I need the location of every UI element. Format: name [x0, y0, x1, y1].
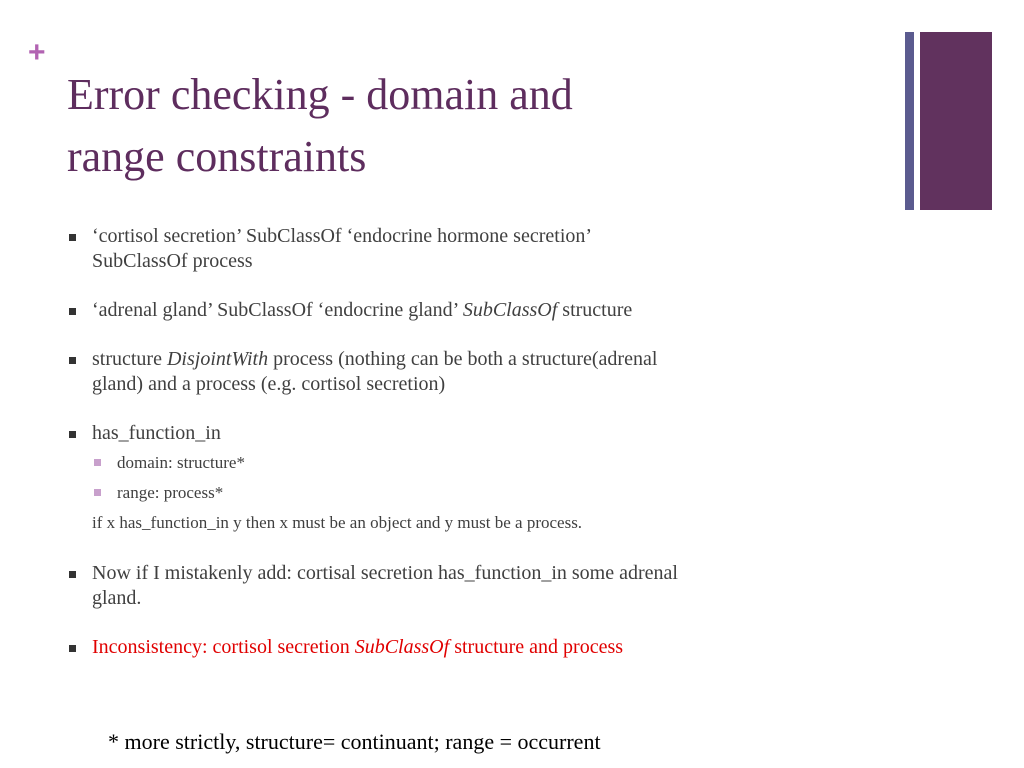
slide-title	[67, 64, 847, 188]
bullet-text-tail: structure and process	[449, 636, 624, 658]
bullet-text: ‘adrenal gland’ SubClassOf ‘endocrine gland’	[92, 299, 463, 321]
bullet-text-tail: structure	[557, 299, 633, 321]
bullet-adrenal-gland	[67, 298, 897, 323]
bullet-has-function-in	[67, 421, 897, 446]
plus-icon: +	[28, 36, 46, 69]
sub-bullet-icon	[94, 489, 101, 496]
bullet-cortisol-secretion	[67, 224, 897, 274]
bullet-italic-term: SubClassOf	[354, 636, 450, 658]
sub-bullet-text: domain: structure*	[117, 453, 245, 472]
bullet-mistaken-add	[67, 561, 897, 611]
bullet-text-continued: gland.	[92, 587, 142, 609]
footnote: * more strictly, structure= continuant; range = occurrent	[108, 729, 601, 754]
square-bullet-icon	[69, 234, 76, 241]
bullet-italic-term: DisjointWith	[166, 348, 269, 370]
bullet-disjoint-with	[67, 347, 897, 397]
square-bullet-icon	[69, 571, 76, 578]
bullet-list	[67, 224, 897, 684]
bullet-text: Now if I mistakenly add: cortisal secretion has_function_in some adrenal	[92, 562, 678, 584]
bullet-text-tail: process (nothing can be both a structure(adrenal	[268, 348, 658, 370]
decorative-bar-wide	[920, 32, 992, 210]
title-line-1: Error checking - domain and	[67, 70, 573, 119]
has-function-in-note: if x has_function_in y then x must be an object and y must be a process.	[92, 513, 583, 532]
bullet-italic-term: SubClassOf	[462, 299, 558, 321]
sub-bullet-icon	[94, 459, 101, 466]
bullet-text-continued: gland) and a process (e.g. cortisol secretion)	[92, 373, 446, 395]
bullet-text: has_function_in	[92, 422, 221, 444]
bullet-text-continued: SubClassOf process	[92, 250, 253, 272]
bullet-text: Inconsistency: cortisol secretion	[92, 636, 355, 658]
square-bullet-icon	[69, 308, 76, 315]
decorative-bar-thin	[905, 32, 914, 210]
bullet-text: structure	[92, 348, 167, 370]
bullet-text: ‘cortisol secretion’ SubClassOf ‘endocrine hormone secretion’	[92, 225, 593, 247]
square-bullet-icon	[69, 357, 76, 364]
sub-bullet-range	[67, 482, 897, 503]
sub-bullet-domain	[67, 452, 897, 473]
sub-bullet-text: range: process*	[117, 483, 224, 502]
square-bullet-icon	[69, 645, 76, 652]
square-bullet-icon	[69, 431, 76, 438]
bullet-inconsistency	[67, 635, 897, 660]
title-line-2: range constraints	[67, 132, 367, 181]
